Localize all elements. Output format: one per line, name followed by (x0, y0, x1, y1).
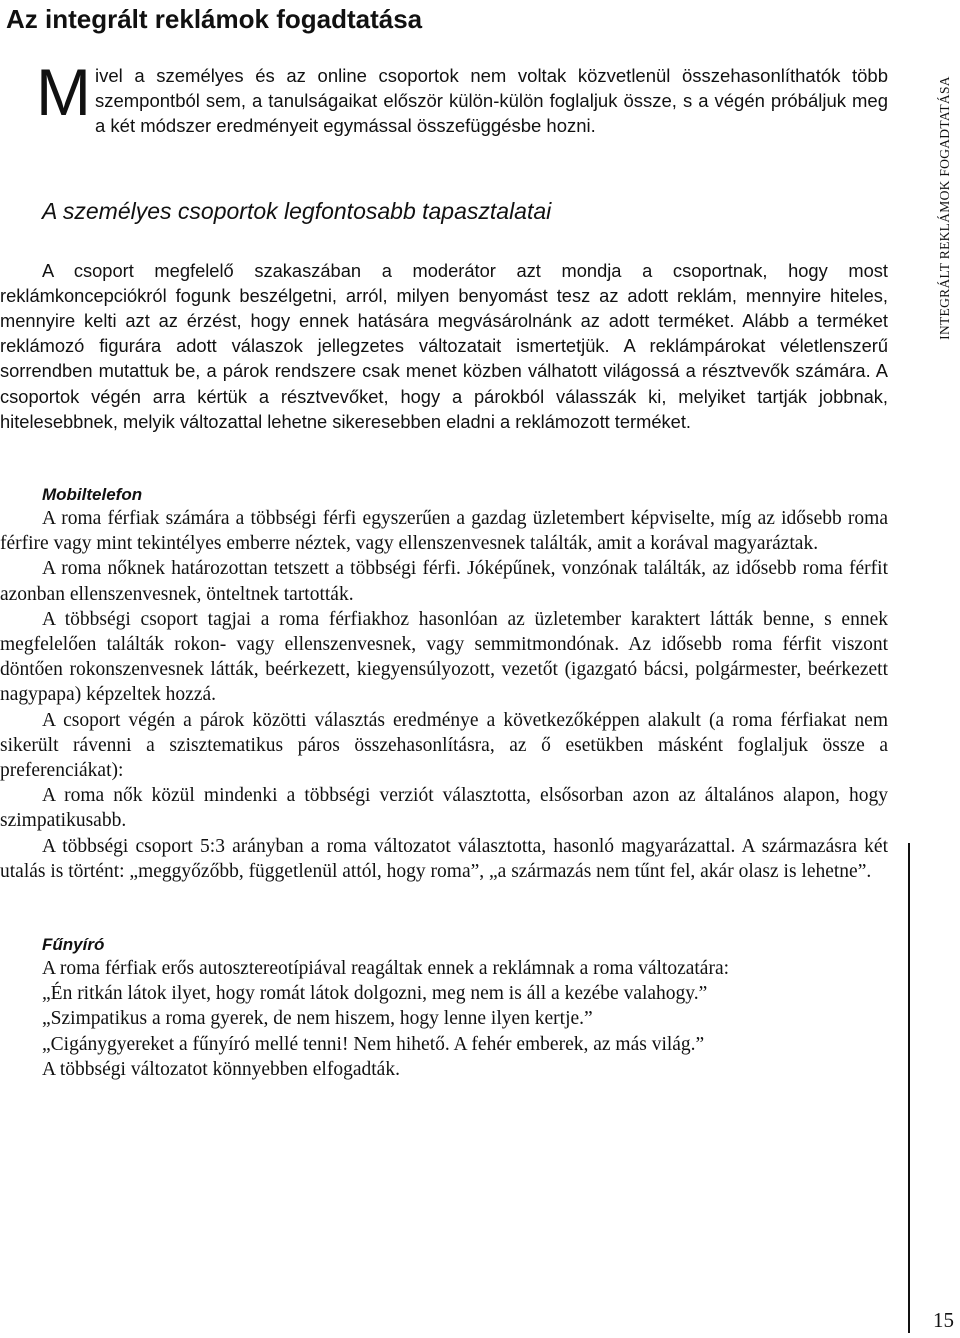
section-heading: A személyes csoportok legfontosabb tapasztalatai (42, 197, 552, 224)
funyiro-quote: „Én ritkán látok ilyet, hogy romát látok dolgozni, meg nem is áll a kezébe valahogy.” (42, 983, 708, 1005)
mobiltelefon-paragraph: A többségi csoport tagjai a roma férfiakhoz hasonlóan az üzletember karaktert látták benne, s ennek megfelelően találták rokon- vagy ellenszenvesnek, vagy semmitmondónak. Az idősebb roma férfit viszont döntően rokonszenvesnek látták, beérkezett, kiegyensúlyozott, vezetőt (igazgató bácsi, polgármester, beérkezett nagypapa) képzeltek hozzá. (0, 608, 888, 706)
main-text-column (0, 2, 888, 1082)
funyiro-paragraph: A többségi változatot könnyebben elfogadták. (42, 1058, 400, 1080)
margin-rule (908, 843, 910, 1333)
mobiltelefon-paragraph: A roma nők közül mindenki a többségi verziót választotta, elsősorban azon az általános alapon, hogy szimpatikusabb. (0, 785, 888, 832)
funyiro-paragraph: A roma férfiak erős autosztereotípiával reagáltak ennek a reklámnak a roma változatára: (42, 958, 730, 980)
section-body (0, 258, 888, 434)
page-number: 15 (933, 1308, 954, 1332)
mobiltelefon-paragraph: A roma nőknek határozottan tetszett a többségi férfi. Jóképűnek, vonzónak találták, az idősebb roma férfit azonban ellenszenvesnek, önteltnek tartották. (0, 558, 888, 605)
section-paragraph: A csoport megfelelő szakaszában a moderátor azt mondja a csoportnak, hogy most reklámkoncepciókról fogunk beszélgetni, arról, milyen benyomást tesz az adott reklám, mennyire hiteles, mennyire kelti azt az érzést, hogy ennek hatására megvásárolnánk az adott terméket. Alább a terméket reklámozó figurára adott válaszok jellegzetes változatait ismertetjük. A reklámpárokat véletlenszerű sorrendben mutattuk be, a párok rendszere csak menet közben válhatott világossá a résztvevők számára. A csoportok végén arra kértük a résztvevőket, hogy a párokból válasszák ki, melyiket tartják jobbnak, hitelesebbnek, melyik változattal lehetne sikeresebben eladni a reklámozott terméket. (0, 259, 888, 432)
mobiltelefon-block (0, 506, 888, 884)
mobiltelefon-paragraph: A többségi csoport 5:3 arányban a roma változatot választotta, hasonló magyarázattal. A származásra két utalás is történt: „meggyőzőbb, függetlenül attól, hogy roma”, „a származás nem tűnt fel, akár olasz is lehetne”. (0, 835, 888, 882)
funyiro-block (0, 956, 888, 1082)
running-head (930, 48, 960, 368)
intro-paragraph (0, 55, 888, 139)
chapter-title: Az integrált reklámok fogadtatása (6, 4, 423, 34)
running-head-text: INTEGRÁLT REKLÁMOK FOGADTATÁSA (937, 76, 952, 340)
drop-cap: M (36, 55, 91, 129)
intro-text: ivel a személyes és az online csoportok nem voltak közvetlenül összehasonlíthatók több szempontból sem, a tanulságaikat először külön-külön foglaljuk össze, s a végén próbáljuk meg a két módszer eredményeit egymással összefüggésbe hozni. (94, 65, 888, 137)
mobiltelefon-paragraph: A roma férfiak számára a többségi férfi egyszerűen a gazdag üzletembert képviselte, míg az idősebb roma férfire vagy mint tekintélyes emberre néztek, vagy ellenszenvesnek találták, amit a korával magyaráztak. (0, 508, 888, 555)
subheading-funyiro: Fűnyíró (42, 935, 105, 955)
subheading-mobiltelefon: Mobiltelefon (42, 485, 143, 505)
mobiltelefon-paragraph: A csoport végén a párok közötti választás eredménye a következőképpen alakult (a roma férfiakat nem sikerült rávenni a szisztematikus páros összehasonlításra, az ő esetükben másként foglaljuk össze a preferenciákat): (0, 709, 888, 782)
funyiro-quote: „Szimpatikus a roma gyerek, de nem hiszem, hogy lenne ilyen kertje.” (42, 1008, 593, 1030)
funyiro-quote: „Cigánygyereket a fűnyíró mellé tenni! Nem hihető. A fehér emberek, az más világ.” (42, 1033, 705, 1055)
